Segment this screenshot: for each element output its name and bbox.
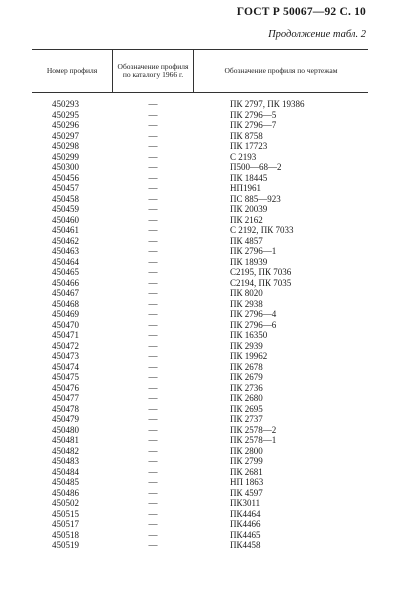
profile-number-cell: 450299 xyxy=(52,151,79,162)
drawing-designation-cell: С 2192, ПК 7033 xyxy=(230,225,294,235)
drawing-designation-cell: ПК 2796—6 xyxy=(230,319,277,330)
catalog-designation-cell: — xyxy=(148,235,158,246)
profile-number-cell: 450471 xyxy=(52,330,79,340)
drawing-designation-cell: ПК 4597 xyxy=(230,487,263,498)
catalog-designation-cell: — xyxy=(148,120,158,130)
profile-number-cell: 450479 xyxy=(52,414,79,424)
table-row xyxy=(32,120,368,131)
drawing-designation-cell: ПК 2578—2 xyxy=(230,424,277,435)
drawing-designation-cell: ПК 2939 xyxy=(230,340,263,351)
table-row xyxy=(32,194,368,205)
profile-number-cell: 450461 xyxy=(52,225,79,235)
drawing-designation-cell: ПК 2799 xyxy=(230,456,263,466)
drawing-designation-cell: ПК4464 xyxy=(230,508,261,519)
catalog-designation-cell: — xyxy=(148,435,158,445)
table-row xyxy=(32,131,368,142)
drawing-designation-cell: ПК 2938 xyxy=(230,298,263,309)
table-row xyxy=(32,383,368,394)
table-row xyxy=(32,309,368,320)
drawing-designation-cell: ПК 2678 xyxy=(230,361,263,372)
profile-number-cell: 450482 xyxy=(52,445,79,456)
profile-number-cell: 450469 xyxy=(52,309,79,319)
profile-number-cell: 450300 xyxy=(52,162,79,172)
table-row xyxy=(32,257,368,268)
profile-number-cell: 450297 xyxy=(52,130,79,141)
catalog-designation-cell: — xyxy=(148,277,158,288)
catalog-designation-cell: — xyxy=(148,361,158,372)
drawing-designation-cell: ПК 2796—5 xyxy=(230,109,277,120)
table-row xyxy=(32,215,368,226)
profile-number-cell: 450295 xyxy=(52,109,79,120)
drawing-designation-cell: ПК 2796—4 xyxy=(230,309,277,319)
profile-number-cell: 450478 xyxy=(52,403,79,414)
drawing-designation-cell: ПК4465 xyxy=(230,529,261,540)
catalog-designation-cell: — xyxy=(148,183,158,193)
catalog-designation-cell: — xyxy=(148,529,158,540)
table-row xyxy=(32,446,368,457)
profile-number-cell: 450293 xyxy=(52,99,79,109)
drawing-designation-cell: ПК 2796—7 xyxy=(230,120,277,130)
table-row xyxy=(32,99,368,110)
table-row xyxy=(32,372,368,383)
catalog-designation-cell: — xyxy=(148,246,158,256)
catalog-designation-cell: — xyxy=(148,340,158,351)
catalog-designation-cell: — xyxy=(148,456,158,466)
table-row xyxy=(32,236,368,247)
drawing-designation-cell: ПК3011 xyxy=(230,498,261,508)
catalog-designation-cell: — xyxy=(148,372,158,382)
catalog-designation-cell: — xyxy=(148,99,158,109)
catalog-designation-cell: — xyxy=(148,288,158,298)
catalog-designation-cell: — xyxy=(148,424,158,435)
table-row xyxy=(32,414,368,425)
drawing-designation-cell: ПК 4857 xyxy=(230,235,263,246)
catalog-designation-cell: — xyxy=(148,540,158,550)
catalog-designation-cell: — xyxy=(148,214,158,225)
drawing-designation-cell: ПК 2695 xyxy=(230,403,263,414)
profile-number-cell: 450485 xyxy=(52,477,79,487)
profile-number-cell: 450457 xyxy=(52,183,79,193)
profile-number-cell: 450480 xyxy=(52,424,79,435)
drawing-designation-cell: НП1961 xyxy=(230,183,261,193)
catalog-designation-cell: — xyxy=(148,403,158,414)
catalog-designation-cell: — xyxy=(148,298,158,309)
table-row xyxy=(32,509,368,520)
table-continuation-label: Продолжение табл. 2 xyxy=(268,29,366,40)
catalog-designation-cell: — xyxy=(148,172,158,183)
page-header: ГОСТ Р 50067—92 С. 10 xyxy=(236,6,366,18)
profile-number-cell: 450474 xyxy=(52,361,79,372)
table-row xyxy=(32,152,368,163)
drawing-designation-cell: С2194, ПК 7035 xyxy=(230,277,292,288)
table-row xyxy=(32,404,368,415)
profile-number-cell: 450472 xyxy=(52,340,79,351)
drawing-designation-cell: ПК 19962 xyxy=(230,351,268,361)
table-row xyxy=(32,173,368,184)
catalog-designation-cell: — xyxy=(148,414,158,424)
drawing-designation-cell: НП 1863 xyxy=(230,477,264,487)
table-row xyxy=(32,530,368,541)
table-row xyxy=(32,267,368,278)
drawing-designation-cell: ПК 2681 xyxy=(230,466,263,477)
drawing-designation-cell: П500—68—2 xyxy=(230,162,282,172)
drawing-designation-cell: ПК 18445 xyxy=(230,172,268,183)
catalog-designation-cell: — xyxy=(148,445,158,456)
drawing-designation-cell: ПК 2680 xyxy=(230,393,263,403)
table-row xyxy=(32,467,368,478)
profile-table xyxy=(32,49,368,551)
table-row xyxy=(32,519,368,530)
profile-number-cell: 450477 xyxy=(52,393,79,403)
table-row xyxy=(32,299,368,310)
table-row xyxy=(32,246,368,257)
table-row xyxy=(32,456,368,467)
column-header-profile-number: Номер профиля xyxy=(46,65,98,75)
profile-number-cell: 450515 xyxy=(52,508,79,519)
catalog-designation-cell: — xyxy=(148,393,158,403)
profile-number-cell: 450486 xyxy=(52,487,79,498)
table-row xyxy=(32,435,368,446)
table-row xyxy=(32,110,368,121)
catalog-designation-cell: — xyxy=(148,330,158,340)
table-row xyxy=(32,278,368,289)
table-row xyxy=(32,183,368,194)
profile-number-cell: 450460 xyxy=(52,214,79,225)
profile-number-cell: 450517 xyxy=(52,519,79,529)
catalog-designation-cell: — xyxy=(148,309,158,319)
table-row xyxy=(32,330,368,341)
drawing-designation-cell: С2195, ПК 7036 xyxy=(230,267,292,277)
drawing-designation-cell: ПК 8758 xyxy=(230,130,263,141)
catalog-designation-cell: — xyxy=(148,162,158,172)
table-row xyxy=(32,393,368,404)
catalog-designation-cell: — xyxy=(148,267,158,277)
profile-number-cell: 450467 xyxy=(52,288,79,298)
table-row xyxy=(32,225,368,236)
profile-number-cell: 450519 xyxy=(52,540,79,550)
catalog-designation-cell: — xyxy=(148,204,158,214)
table-header xyxy=(32,49,368,93)
drawing-designation-cell: ПК 2796—1 xyxy=(230,246,277,256)
table-row xyxy=(32,341,368,352)
profile-number-cell: 450470 xyxy=(52,319,79,330)
table-row xyxy=(32,320,368,331)
drawing-designation-cell: ПК4458 xyxy=(230,540,261,550)
table-row xyxy=(32,540,368,551)
catalog-designation-cell: — xyxy=(148,466,158,477)
drawing-designation-cell: ПК 18939 xyxy=(230,256,268,267)
profile-number-cell: 450484 xyxy=(52,466,79,477)
catalog-designation-cell: — xyxy=(148,225,158,235)
drawing-designation-cell: ПК 2736 xyxy=(230,382,263,393)
drawing-designation-cell: ПК 2162 xyxy=(230,214,263,225)
drawing-designation-cell: ПК 2800 xyxy=(230,445,263,456)
catalog-designation-cell: — xyxy=(148,193,158,204)
table-row xyxy=(32,162,368,173)
profile-number-cell: 450465 xyxy=(52,267,79,277)
table-row xyxy=(32,477,368,488)
profile-number-cell: 450481 xyxy=(52,435,79,445)
drawing-designation-cell: ПК 20039 xyxy=(230,204,268,214)
drawing-designation-cell: ПК 16350 xyxy=(230,330,268,340)
profile-number-cell: 450464 xyxy=(52,256,79,267)
profile-number-cell: 450458 xyxy=(52,193,79,204)
catalog-designation-cell: — xyxy=(148,508,158,519)
table-row xyxy=(32,498,368,509)
profile-number-cell: 450475 xyxy=(52,372,79,382)
table-row xyxy=(32,204,368,215)
profile-number-cell: 450456 xyxy=(52,172,79,183)
drawing-designation-cell: ПК 2578—1 xyxy=(230,435,277,445)
profile-number-cell: 450466 xyxy=(52,277,79,288)
column-header-drawing-designation: Обозначение профиля по чертежам xyxy=(224,65,338,75)
catalog-designation-cell: — xyxy=(148,109,158,120)
catalog-designation-cell: — xyxy=(148,151,158,162)
profile-number-cell: 450462 xyxy=(52,235,79,246)
table-row xyxy=(32,141,368,152)
profile-number-cell: 450476 xyxy=(52,382,79,393)
profile-number-cell: 450468 xyxy=(52,298,79,309)
drawing-designation-cell: ПС 885—923 xyxy=(230,193,281,204)
profile-number-cell: 450518 xyxy=(52,529,79,540)
drawing-designation-cell: ПК 2737 xyxy=(230,414,263,424)
catalog-designation-cell: — xyxy=(148,382,158,393)
table-row xyxy=(32,351,368,362)
profile-number-cell: 450296 xyxy=(52,120,79,130)
drawing-designation-cell: ПК 17723 xyxy=(230,141,268,151)
profile-number-cell: 450483 xyxy=(52,456,79,466)
profile-number-cell: 450463 xyxy=(52,246,79,256)
profile-number-cell: 450298 xyxy=(52,141,79,151)
catalog-designation-cell: — xyxy=(148,141,158,151)
catalog-designation-cell: — xyxy=(148,487,158,498)
table-row xyxy=(32,288,368,299)
catalog-designation-cell: — xyxy=(148,519,158,529)
drawing-designation-cell: ПК 2797, ПК 19386 xyxy=(230,99,305,109)
drawing-designation-cell: ПК4466 xyxy=(230,519,261,529)
catalog-designation-cell: — xyxy=(148,351,158,361)
table-body xyxy=(32,93,368,551)
table-row xyxy=(32,488,368,499)
profile-number-cell: 450473 xyxy=(52,351,79,361)
column-header-catalog-designation: Обозначение профиля по каталогу 1966 г. xyxy=(112,50,194,92)
drawing-designation-cell: ПК 2679 xyxy=(230,372,263,382)
drawing-designation-cell: С 2193 xyxy=(230,151,257,162)
drawing-designation-cell: ПК 8020 xyxy=(230,288,263,298)
profile-number-cell: 450459 xyxy=(52,204,79,214)
profile-number-cell: 450502 xyxy=(52,498,79,508)
table-row xyxy=(32,425,368,436)
catalog-designation-cell: — xyxy=(148,319,158,330)
catalog-designation-cell: — xyxy=(148,256,158,267)
catalog-designation-cell: — xyxy=(148,477,158,487)
table-row xyxy=(32,362,368,373)
catalog-designation-cell: — xyxy=(148,498,158,508)
catalog-designation-cell: — xyxy=(148,130,158,141)
